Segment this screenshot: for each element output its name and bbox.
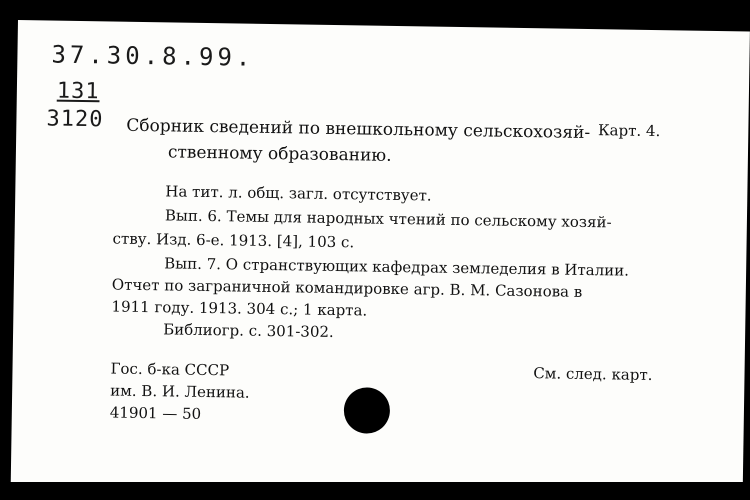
issue-6-line: Вып. 6. Темы для народных чтений по сельскому хозяй- bbox=[164, 206, 612, 232]
shelfmark: 37.30.8.99. bbox=[51, 40, 255, 72]
title-line-1: Сборник сведений по внешкольному сельскохозяй- bbox=[126, 115, 591, 144]
library-line-2: им. В. И. Ленина. bbox=[110, 381, 250, 402]
issue-6-details: ству. Изд. 6-е. 1913. [4], 103 с. bbox=[112, 229, 355, 252]
handwritten-number-bottom: 3120 bbox=[46, 106, 104, 133]
library-line-1: Гос. б-ка СССР bbox=[110, 359, 230, 380]
catalog-card bbox=[11, 20, 750, 493]
issue-7-report: Отчет по заграничной командировке агр. В. М. Сазонова в bbox=[111, 275, 583, 301]
card-number: Карт. 4. bbox=[597, 121, 661, 141]
library-line-3: 41901 — 50 bbox=[109, 403, 202, 423]
issue-7-details: 1911 году. 1913. 304 с.; 1 карта. bbox=[111, 297, 368, 320]
note-line: На тит. л. общ. загл. отсутствует. bbox=[165, 182, 432, 205]
scan-border bbox=[0, 482, 750, 500]
issue-7-line: Вып. 7. О странствующих кафедрах земледелия в Италии. bbox=[164, 254, 630, 280]
handwritten-number-top: 131 bbox=[56, 78, 100, 105]
see-next-card: См. след. карт. bbox=[533, 364, 653, 385]
title-line-2: ственному образованию. bbox=[167, 142, 392, 166]
punch-hole bbox=[344, 387, 391, 434]
bibliography-line: Библиогр. с. 301-302. bbox=[163, 320, 334, 341]
